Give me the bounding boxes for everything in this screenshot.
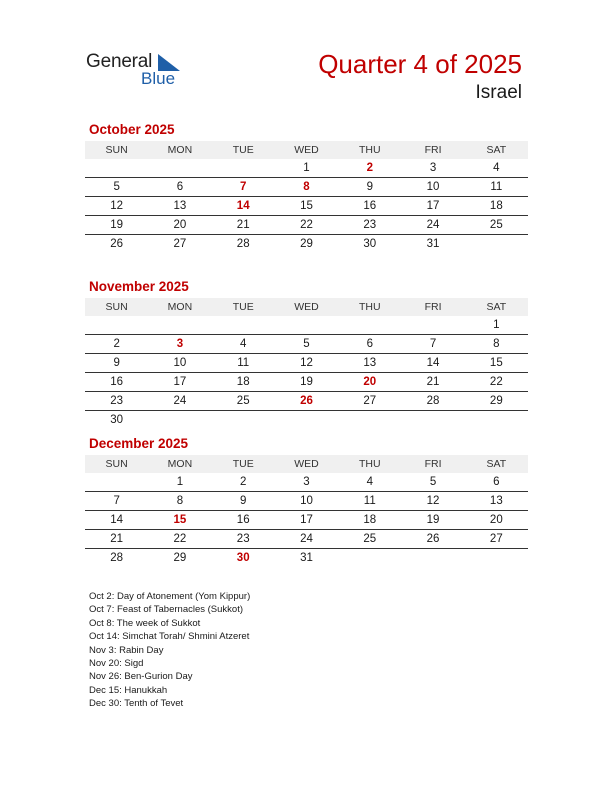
holiday-day-cell: 2 [366,162,373,174]
holiday-day-cell: 20 [363,376,377,388]
day-cell: 17 [173,376,187,388]
day-cell [401,411,464,429]
weekday-label: SAT [486,301,507,313]
day-cell: 26 [426,533,440,545]
week-row [85,530,528,549]
day-cell [148,411,211,429]
day-cell [465,549,528,567]
day-cell: 21 [426,376,440,388]
day-cell: 10 [300,495,313,507]
holiday-day-cell: 30 [236,552,250,564]
holiday-day-cell: 8 [303,181,310,193]
weekday-label: THU [358,301,381,313]
month-december [85,436,528,567]
day-cell: 5 [113,181,120,193]
day-cell: 12 [426,495,440,507]
holiday-list [89,590,250,711]
weekday-label: SAT [486,144,507,156]
week-row [85,335,528,354]
weekday-label: MON [167,144,193,156]
country-label: Israel [475,82,522,103]
day-cell: 16 [363,200,377,212]
day-cell: 1 [303,162,310,174]
day-cell: 21 [236,219,250,231]
day-cell: 22 [300,219,313,231]
day-cell: 12 [300,357,313,369]
day-cell [338,549,401,567]
day-cell: 29 [300,238,313,250]
day-cell: 14 [110,514,124,526]
day-cell: 10 [426,181,440,193]
day-cell [85,316,148,334]
day-cell [465,235,528,253]
day-cell: 22 [489,376,503,388]
day-cell: 17 [300,514,313,526]
day-cell: 29 [489,395,503,407]
day-cell: 23 [236,533,250,545]
day-cell: 13 [363,357,377,369]
weekday-label: MON [167,458,193,470]
week-row [85,354,528,373]
day-cell: 13 [173,200,187,212]
week-row [85,373,528,392]
weekday-label: TUE [232,144,254,156]
day-cell: 26 [110,238,124,250]
day-cell: 6 [366,338,373,350]
day-cell: 28 [236,238,250,250]
day-cell: 24 [426,219,440,231]
holiday-day-cell: 26 [300,395,313,407]
day-cell: 25 [489,219,503,231]
day-cell: 2 [240,476,247,488]
week-row [85,159,528,178]
day-cell: 2 [113,338,120,350]
day-cell: 5 [429,476,437,488]
day-cell: 8 [493,338,500,350]
day-cell: 24 [300,533,313,545]
day-cell: 14 [426,357,440,369]
weekday-header [85,455,528,473]
day-cell: 28 [426,395,440,407]
week-row [85,216,528,235]
day-cell [148,159,211,177]
day-cell: 12 [110,200,124,212]
day-cell [465,411,528,429]
holiday-day-cell: 3 [176,338,184,350]
day-cell: 4 [493,162,500,174]
month-october [85,122,528,253]
day-cell [85,473,148,491]
day-cell: 18 [363,514,377,526]
day-cell [338,411,401,429]
weekday-header [85,141,528,159]
day-cell: 27 [363,395,377,407]
day-cell: 29 [173,552,187,564]
day-cell: 22 [173,533,187,545]
day-cell: 4 [366,476,373,488]
day-cell: 18 [236,376,250,388]
weekday-label: WED [294,301,319,313]
weekday-label: SUN [105,301,128,313]
weekday-header [85,298,528,316]
holiday-entry: Oct 14: Simchat Torah/ Shmini Atzeret [89,631,250,643]
holiday-entry: Nov 20: Sigd [89,658,144,670]
day-cell: 23 [363,219,377,231]
weekday-label: WED [294,458,319,470]
day-cell: 10 [173,357,187,369]
day-cell: 31 [300,552,313,564]
day-cell: 3 [303,476,310,488]
day-cell [212,159,275,177]
holiday-entry: Oct 8: The week of Sukkot [89,617,201,629]
week-row [85,411,528,429]
week-row [85,178,528,197]
weekday-label: FRI [424,301,442,313]
page-title: Quarter 4 of 2025 [318,49,522,79]
day-cell: 18 [489,200,503,212]
holiday-entry: Nov 3: Rabin Day [89,644,164,656]
weekday-label: TUE [232,458,254,470]
day-cell: 16 [110,376,124,388]
day-cell: 27 [173,238,187,250]
day-cell: 11 [490,181,503,193]
day-cell: 5 [303,338,310,350]
holiday-entry: Dec 30: Tenth of Tevet [89,698,184,710]
week-row [85,511,528,530]
day-cell [148,316,211,334]
day-cell: 7 [429,338,437,350]
week-row [85,316,528,335]
weekday-label: SAT [486,458,507,470]
day-cell: 1 [176,476,184,488]
day-cell: 16 [236,514,250,526]
day-cell: 7 [113,495,120,507]
day-cell: 19 [110,219,124,231]
week-row [85,473,528,492]
day-cell [401,549,464,567]
week-row [85,492,528,511]
holiday-day-cell: 7 [240,181,247,193]
generalblue-logo [86,51,196,91]
weekday-label: SUN [105,144,128,156]
day-cell: 31 [426,238,440,250]
weekday-label: FRI [424,458,442,470]
day-cell: 28 [110,552,124,564]
day-cell: 20 [489,514,503,526]
day-cell: 30 [363,238,377,250]
weekday-label: FRI [424,144,442,156]
holiday-day-cell: 15 [173,514,187,526]
day-cell: 4 [240,338,247,350]
day-cell: 15 [300,200,313,212]
day-cell: 30 [110,414,124,426]
month-title: December 2025 [89,436,189,451]
week-row [85,392,528,411]
day-cell [338,316,401,334]
month-title: November 2025 [89,279,189,294]
month-title: October 2025 [89,122,175,137]
day-cell [85,159,148,177]
day-cell: 6 [176,181,184,193]
week-row [85,549,528,567]
day-cell: 19 [426,514,440,526]
week-row [85,197,528,216]
weekday-label: THU [358,144,381,156]
holiday-day-cell: 14 [236,200,250,212]
day-cell [275,316,338,334]
day-cell: 8 [176,495,184,507]
day-cell: 9 [113,357,120,369]
day-cell: 9 [240,495,247,507]
day-cell [212,316,275,334]
day-cell: 13 [489,495,503,507]
weekday-label: MON [167,301,193,313]
day-cell: 17 [426,200,440,212]
day-cell: 6 [493,476,500,488]
day-cell [401,316,464,334]
day-cell: 3 [429,162,437,174]
day-cell: 20 [173,219,187,231]
day-cell: 11 [363,495,376,507]
logo-word-blue: Blue [141,69,176,88]
weekday-label: WED [294,144,319,156]
holiday-entry: Dec 15: Hanukkah [89,684,168,696]
weekday-label: SUN [105,458,128,470]
week-row [85,235,528,253]
day-cell: 1 [493,319,500,331]
day-cell: 27 [489,533,503,545]
day-cell [275,411,338,429]
holiday-entry: Oct 7: Feast of Tabernacles (Sukkot) [89,604,244,616]
holiday-entry: Nov 26: Ben-Gurion Day [89,671,193,683]
day-cell: 24 [173,395,187,407]
month-november [85,279,528,429]
day-cell: 19 [300,376,313,388]
day-cell: 23 [110,395,124,407]
day-cell: 9 [366,181,373,193]
day-cell: 25 [236,395,250,407]
weekday-label: THU [358,458,381,470]
day-cell [212,411,275,429]
weekday-label: TUE [232,301,254,313]
day-cell: 11 [237,357,250,369]
day-cell: 21 [110,533,124,545]
logo-word-general: General [86,51,153,72]
day-cell: 25 [363,533,377,545]
holiday-entry: Oct 2: Day of Atonement (Yom Kippur) [89,591,251,602]
day-cell: 15 [489,357,503,369]
